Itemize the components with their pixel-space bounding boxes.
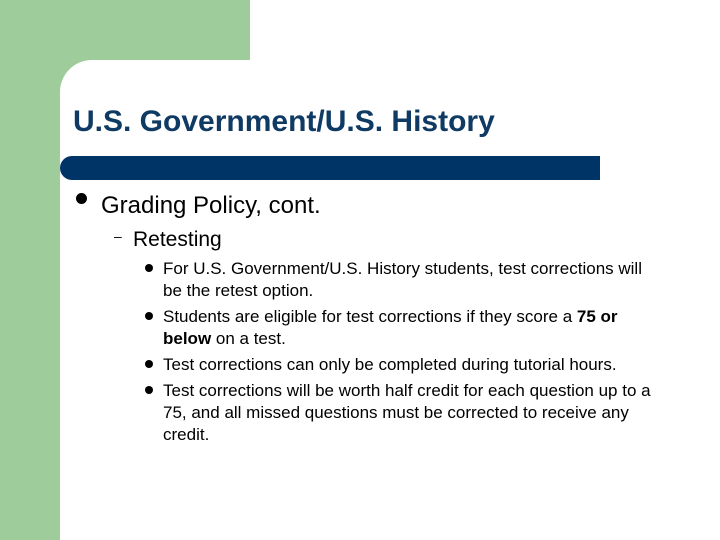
bullet-dot-icon [145, 312, 153, 320]
green-left-strip [0, 0, 60, 540]
list-item [145, 306, 665, 350]
bold-emphasis: 75 or below [163, 307, 618, 348]
bullet-dot-icon [145, 386, 153, 394]
bullet-dot-icon [76, 193, 87, 204]
bullet-text: Students are eligible for test corrections if they score a 75 or below on a test. [163, 307, 618, 348]
bullet-text: Test corrections will be worth half credit for each question up to a 75, and all missed questions must be corrected to receive any credit. [163, 381, 651, 444]
bullet-dot-icon [145, 360, 153, 368]
bullet-text: Test corrections can only be completed during tutorial hours. [163, 355, 617, 374]
title-underline-bar [60, 156, 600, 180]
bullet-dot-icon [145, 264, 153, 272]
level1-bullet [76, 193, 87, 204]
bullet-text: For U.S. Government/U.S. History students, test corrections will be the retest option. [163, 259, 642, 300]
slide-title: U.S. Government/U.S. History [73, 105, 495, 138]
level2-text: Retesting [133, 228, 222, 251]
level1-text: Grading Policy, cont. [101, 192, 321, 219]
list-item [145, 354, 665, 376]
list-item [145, 380, 665, 446]
list-item [145, 258, 665, 302]
level3-bullet-list [145, 258, 665, 450]
dash-bullet-icon: – [114, 228, 122, 244]
